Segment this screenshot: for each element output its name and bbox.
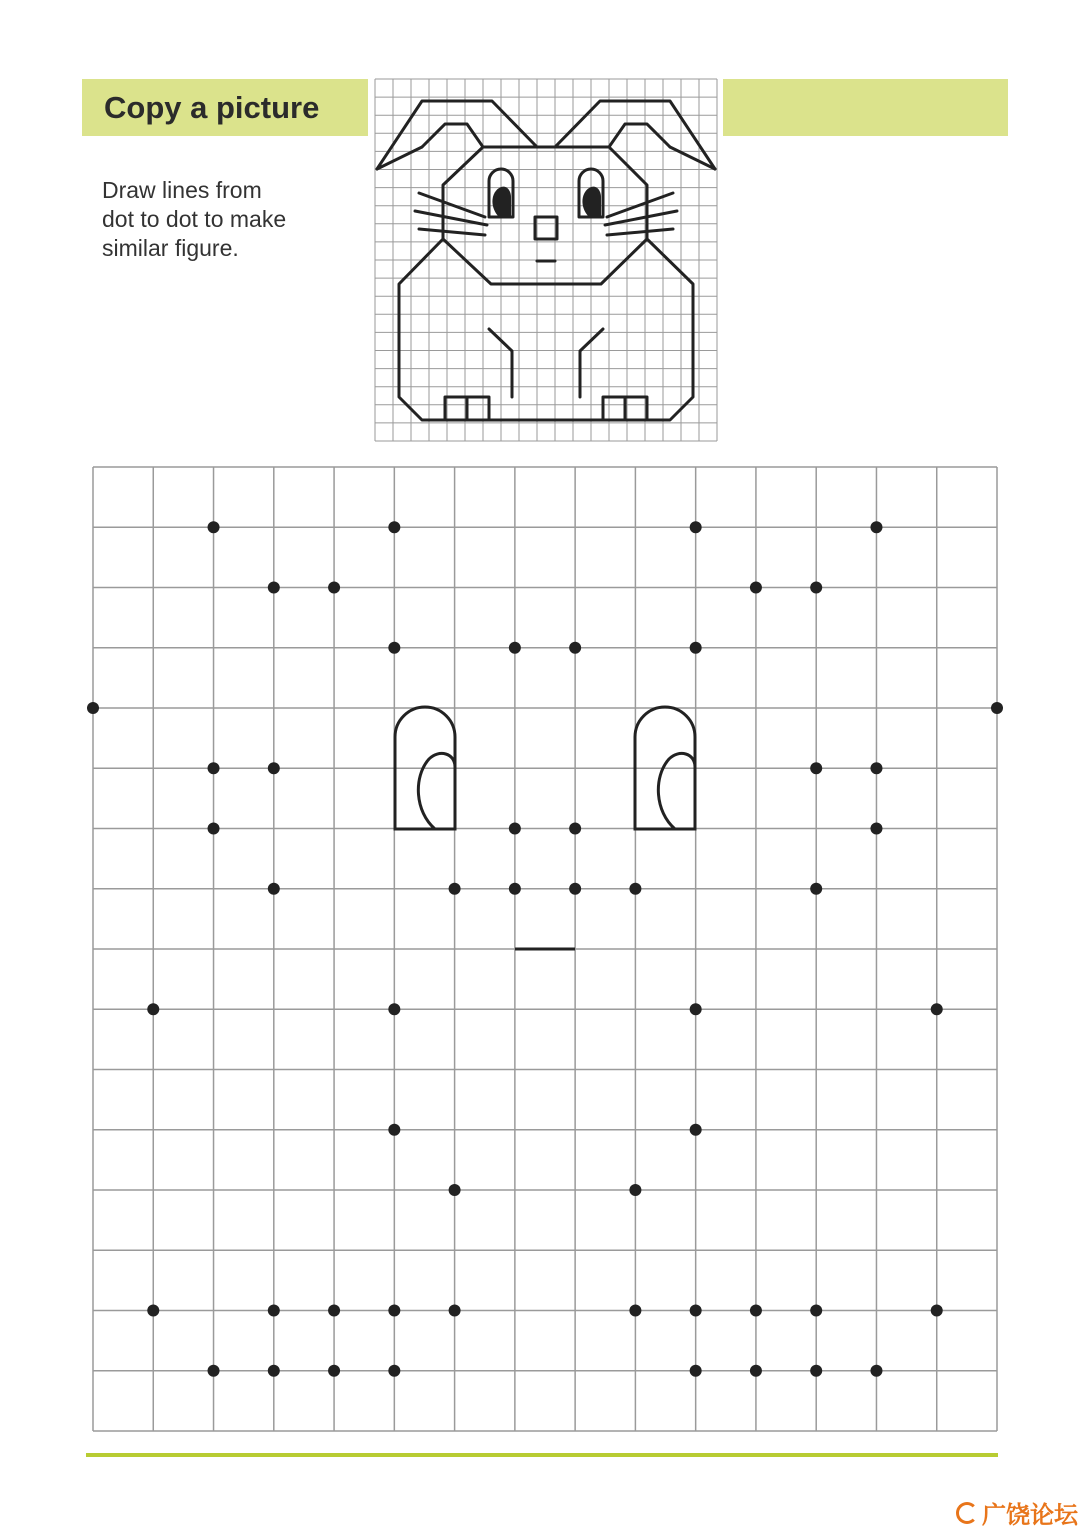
connect-dot[interactable]: [690, 521, 702, 533]
connect-dot[interactable]: [208, 1365, 220, 1377]
connect-dot[interactable]: [449, 883, 461, 895]
connect-dot[interactable]: [870, 823, 882, 835]
connect-dot[interactable]: [208, 521, 220, 533]
connect-dot[interactable]: [810, 762, 822, 774]
connect-dot[interactable]: [810, 1365, 822, 1377]
connect-dot[interactable]: [268, 762, 280, 774]
connect-dot[interactable]: [629, 883, 641, 895]
connect-dot[interactable]: [388, 1124, 400, 1136]
watermark: [956, 1495, 1078, 1530]
connect-dot[interactable]: [991, 702, 1003, 714]
connect-dot[interactable]: [569, 823, 581, 835]
connect-dot[interactable]: [388, 521, 400, 533]
accent-band: [723, 79, 1008, 136]
connect-dot[interactable]: [449, 1305, 461, 1317]
connect-dot[interactable]: [147, 1003, 159, 1015]
connect-dot[interactable]: [810, 883, 822, 895]
reference-rabbit-picture: [375, 79, 717, 441]
connect-dot[interactable]: [268, 883, 280, 895]
connect-dot[interactable]: [931, 1305, 943, 1317]
connect-dot[interactable]: [509, 642, 521, 654]
instruction-line: dot to dot to make: [102, 206, 287, 232]
connect-dot[interactable]: [87, 702, 99, 714]
connect-dot[interactable]: [328, 1305, 340, 1317]
connect-dot[interactable]: [208, 762, 220, 774]
instruction-line: similar figure.: [102, 235, 239, 261]
connect-dot[interactable]: [569, 642, 581, 654]
connect-dot[interactable]: [629, 1305, 641, 1317]
connect-dot[interactable]: [629, 1184, 641, 1196]
connect-dot[interactable]: [750, 1305, 762, 1317]
forum-logo-icon: [956, 1502, 978, 1524]
connect-dot[interactable]: [750, 1365, 762, 1377]
connect-dot[interactable]: [388, 1365, 400, 1377]
connect-dot[interactable]: [388, 1003, 400, 1015]
connect-dot[interactable]: [388, 642, 400, 654]
title-band: [82, 79, 368, 136]
connect-dot[interactable]: [690, 1305, 702, 1317]
connect-dot[interactable]: [509, 883, 521, 895]
bottom-rule: [86, 1453, 998, 1457]
connect-dot[interactable]: [870, 521, 882, 533]
connect-dot[interactable]: [810, 1305, 822, 1317]
connect-dot[interactable]: [328, 1365, 340, 1377]
connect-dot[interactable]: [509, 823, 521, 835]
instruction-line: Draw lines from: [102, 177, 262, 203]
connect-dot[interactable]: [147, 1305, 159, 1317]
connect-dot[interactable]: [328, 582, 340, 594]
connect-dot[interactable]: [690, 642, 702, 654]
dot-to-dot-grid[interactable]: [93, 467, 997, 1431]
connect-dot[interactable]: [388, 1305, 400, 1317]
connect-dot[interactable]: [810, 582, 822, 594]
connect-dot[interactable]: [690, 1365, 702, 1377]
connect-dot[interactable]: [690, 1003, 702, 1015]
connect-dot[interactable]: [449, 1184, 461, 1196]
connect-dot[interactable]: [268, 1365, 280, 1377]
connect-dot[interactable]: [750, 582, 762, 594]
connect-dot[interactable]: [870, 1365, 882, 1377]
worksheet-title: Copy a picture: [104, 89, 320, 125]
connect-dot[interactable]: [690, 1124, 702, 1136]
connect-dot[interactable]: [268, 582, 280, 594]
connect-dot[interactable]: [569, 883, 581, 895]
connect-dot[interactable]: [208, 823, 220, 835]
connect-dot[interactable]: [870, 762, 882, 774]
instructions: [102, 176, 342, 263]
rabbit-pupils: [492, 187, 601, 217]
connect-dot[interactable]: [931, 1003, 943, 1015]
watermark-text: 广饶论坛: [982, 1501, 1078, 1529]
connect-dot[interactable]: [268, 1305, 280, 1317]
